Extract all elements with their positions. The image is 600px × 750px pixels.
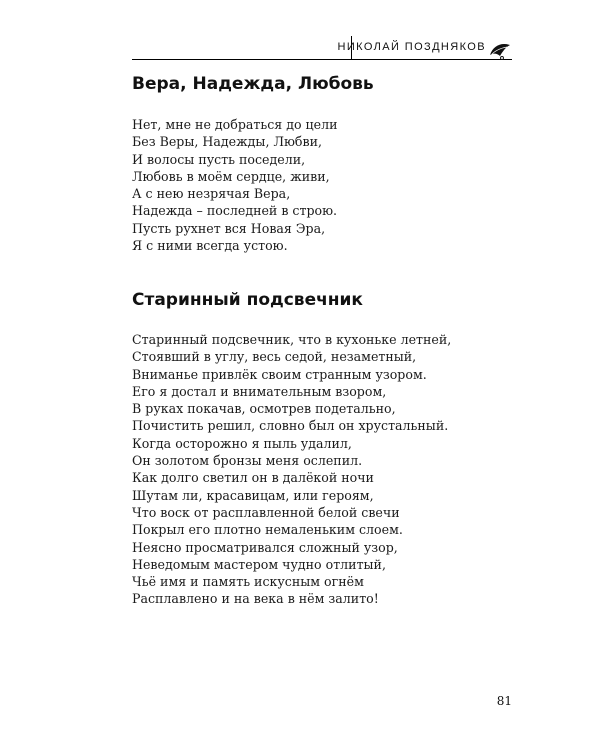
poem-line: А с нею незрячая Вера, [132, 186, 291, 202]
poem-line: Когда осторожно я пыль удалил, [132, 435, 352, 451]
poem-text [132, 116, 338, 254]
poem-title: Старинный подсвечник [132, 290, 363, 310]
poem-line: Покрыл его плотно немаленьким слоем. [132, 522, 403, 538]
header-author: НИКОЛАЙ ПОЗДНЯКОВ [337, 41, 486, 53]
poem-line: Нет, мне не добраться до цели [132, 117, 338, 132]
poem-line: Его я достал и внимательным взором, [132, 383, 387, 399]
poem-line: Стоявший в углу, весь седой, незаметный, [132, 349, 417, 365]
poem-line: Шутам ли, красавицам, или героям, [132, 487, 374, 503]
poem-line: Любовь в моём сердце, живи, [132, 168, 330, 184]
poem-line: Я с ними всегда устою. [132, 238, 288, 254]
header-rule [132, 59, 512, 60]
poem-line: Надежда – последней в строю. [132, 203, 338, 219]
poem-line: Как долго светил он в далёкой ночи [132, 470, 374, 486]
poem-line: Без Веры, Надежды, Любви, [132, 134, 322, 150]
page-number: 81 [496, 694, 512, 708]
poem-line: Он золотом бронзы меня ослепил. [132, 453, 363, 469]
poem-line: И волосы пусть поседели, [132, 151, 306, 167]
poem-line: Чьё имя и память искусным огнём [132, 574, 364, 590]
poem-line: Старинный подсвечник, что в кухоньке летней, [132, 332, 452, 347]
poem-line: Что воск от расплавленной белой свечи [132, 504, 400, 520]
poem-text [132, 331, 451, 608]
poem-line: Неясно просматривался сложный узор, [132, 539, 398, 555]
poem-line: В руках покачав, осмотрев подетально, [132, 401, 396, 417]
poem-line: Пусть рухнет вся Новая Эра, [132, 220, 326, 236]
poem-line: Расплавлено и на века в нём залито! [132, 591, 379, 607]
poem-title: Вера, Надежда, Любовь [132, 74, 374, 94]
quill-logo-icon [488, 40, 512, 60]
running-header [132, 36, 512, 64]
poem-line: Почистить решил, словно был он хрустальный. [132, 418, 449, 434]
poem-line: Неведомым мастером чудно отлитый, [132, 556, 386, 572]
poem-line: Вниманье привлёк своим странным узором. [132, 366, 427, 382]
